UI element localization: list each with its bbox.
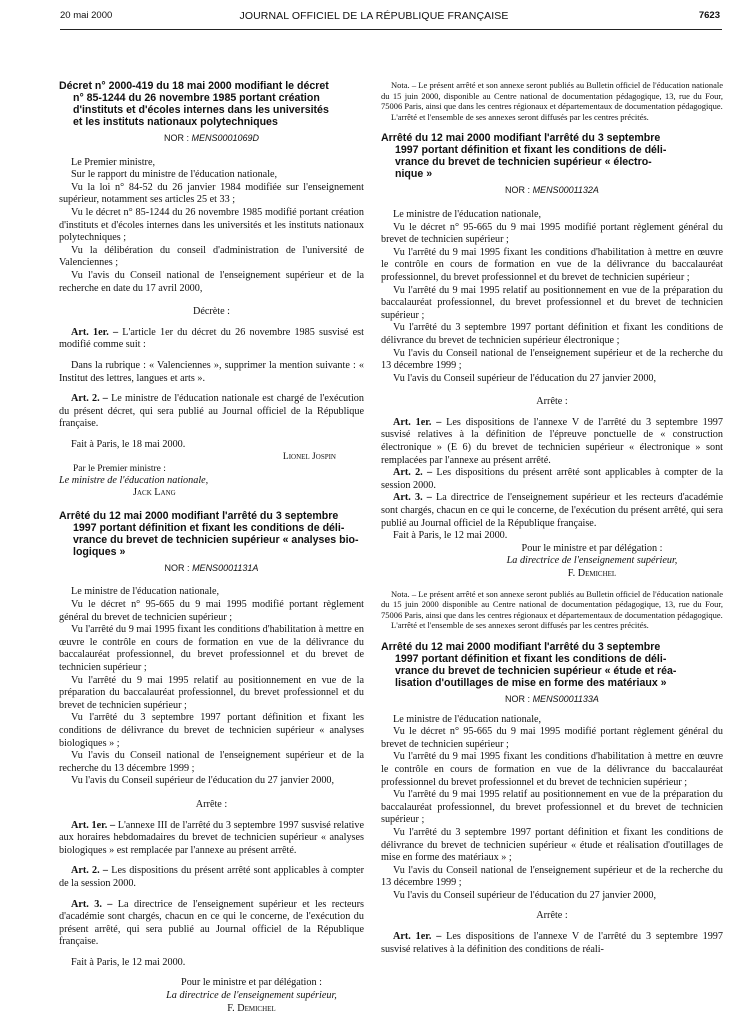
paragraph: Vu le décret n° 95-665 du 9 mai 1995 modifié portant règlement général du brevet de technicien supérieur ; (381, 726, 723, 750)
article-label: Art. 1er. – (71, 819, 116, 831)
page-number: 7623 (698, 10, 720, 21)
fait-a-paris: Fait à Paris, le 12 mai 2000. (393, 530, 508, 542)
article-text: Le ministre de l'éducation nationale est chargé de l'exécution du présent décret, qui sera publié au Journal officiel de la République française. (59, 393, 364, 430)
arrete-title-line: vrance du brevet de technicien supérieur « électro- (395, 156, 652, 169)
fait-a-paris: Fait à Paris, le 12 mai 2000. (71, 956, 186, 968)
arrete-title-line: Arrêté du 12 mai 2000 modifiant l'arrêté du 3 septembre (381, 132, 661, 145)
paragraph: Vu l'arrêté du 9 mai 1995 fixant les conditions d'habilitation à mettre en œuvre le contrôle en cours de formation en vue de la délivrance du baccalauréat professionnel, du brevet professionnel et du brevet de technicien supérieur ; (59, 624, 364, 673)
arrete-title-line: Arrêté du 12 mai 2000 modifiant l'arrêté du 3 septembre (381, 640, 661, 653)
decret-title-line: d'instituts et d'écoles internes dans les universités (73, 104, 329, 116)
nota-text: L'arrêté et l'ensemble de ses annexes seront diffusés par les centres précités. (391, 111, 649, 122)
nor-code: MENS0001132A (532, 185, 599, 196)
paragraph: Vu le décret n° 85-1244 du 26 novembre 1985 modifié portant création d'instituts et d'écoles internes dans les universités et les instituts nationaux polytechniques ; (59, 206, 364, 244)
paragraph: Le ministre de l'éducation nationale, (71, 586, 220, 598)
nor-code: MENS0001069D (191, 133, 260, 143)
directrice-name: F. Demichel (227, 1002, 276, 1014)
paragraph: Vu l'arrêté du 9 mai 1995 relatif au positionnement en vue de la préparation du baccalauréat professionnel, du brevet professionnel et du brevet de technicien supérieur ; (59, 674, 364, 711)
arrete-nor (381, 693, 723, 706)
article-text: L'annexe III de l'arrêté du 3 septembre 1997 susvisé relative aux horaires hebdomadaires du brevet de technicien supérieur « analyses biologiques » est remplacée par l'annexe au présent arrêté. (59, 819, 364, 856)
paragraph: Vu l'arrêté du 3 septembre 1997 portant définition et fixant les conditions de délivrance du brevet de technicien supérieur électronique ; (381, 322, 723, 346)
article (381, 417, 723, 467)
article-label: Art. 1er. – (393, 416, 442, 428)
nota-text: Nota. – Le présent arrêté et son annexe seront publiés au Bulletin officiel de l'éducation nationale du 15 juin 2000, disponible au Centre national de documentation pédagogique, 13, rue du Four, 75006 Paris, ainsi que dans les centres régionaux et départementaux de documentation pédagogique. (381, 80, 723, 112)
nor-label: NOR : (163, 133, 192, 143)
article-text: La directrice de l'enseignement supérieur et les recteurs d'académie sont chargés, chacun en ce qui le concerne, de l'exécution du présent arrêté, qui sera publié au Journal officiel de la République française. (59, 898, 364, 948)
fait-a-paris: Fait à Paris, le 18 mai 2000. (71, 438, 186, 450)
paragraph: Vu l'arrêté du 9 mai 1995 fixant les conditions d'habilitation à mettre en œuvre le contrôle en cours de formation en vue de la délivrance du baccalauréat professionnel du brevet professionnel et du brevet de technicien supérieur ; (381, 751, 723, 788)
ministre-name: Jack Lang (133, 487, 176, 499)
paragraph: Vu l'avis du Conseil national de l'enseignement supérieur et de la recherche du 13 décembre 1999 ; (381, 347, 723, 372)
decret-title-line: et les instituts nationaux polytechniques (73, 116, 278, 128)
article (381, 467, 723, 492)
paragraph: Vu l'avis du Conseil supérieur de l'éducation du 27 janvier 2000, (393, 372, 657, 384)
decret-title (59, 80, 364, 128)
paragraph: Vu l'arrêté du 3 septembre 1997 portant définition et fixant les conditions de délivrance du brevet de technicien supérieur « analyses biologiques » ; (59, 712, 364, 749)
article-label: Art. 1er. – (71, 326, 119, 338)
arrete-nor (381, 184, 723, 197)
pour-le-ministre: Pour le ministre et par délégation : (181, 977, 322, 989)
article-text: L'article 1er du décret du 26 novembre 1985 susvisé est modifié comme suit : (59, 326, 364, 351)
article-text: Les dispositions de l'annexe V de l'arrêté du 3 septembre 1997 susvisé relatives à la définition de l'épreuve ponctuelle de « construction électronique » (E 6) du brevet de technicien supérieur « électronique » sont remplacées par l'annexe au présent arrêté. (381, 416, 723, 466)
nor-label: NOR : (505, 185, 533, 196)
article-label: Art. 2. – (71, 393, 108, 405)
left-column (59, 80, 364, 1015)
paragraph: Vu l'avis du Conseil national de l'enseignement supérieur et de la recherche du 13 décembre 1999 ; (59, 750, 364, 774)
paragraph: Dans la rubrique : « Valenciennes », supprimer la mention suivante : « Institut des lettres, langues et arts ». (59, 359, 364, 384)
article-label: Art. 2. – (393, 467, 433, 479)
article-label: Art. 1er. – (393, 931, 442, 943)
page-header (0, 10, 748, 30)
paragraph: Vu l'arrêté du 9 mai 1995 relatif au positionnement en vue de la préparation du baccalauréat professionnel, du brevet professionnel et du brevet de technicien supérieur ; (381, 789, 723, 826)
nor-code: MENS0001133A (532, 693, 599, 704)
nota-text: Nota. – Le présent arrêté et son annexe seront publiés au Bulletin officiel de l'éducation nationale du 15 juin 2000 disponible au Centre national de documentation pédagogique, 13, rue du Four, 75006 Paris, ainsi que dans les centres régionaux et départementaux de documentation pédagogique. (381, 588, 723, 620)
signatory: Lionel Jospin (282, 452, 336, 463)
arrete-title (381, 641, 723, 689)
nota-block (381, 80, 723, 122)
article (59, 393, 364, 431)
pour-le-ministre: Pour le ministre et par délégation : (521, 542, 663, 554)
arrete-title-line: nique » (395, 168, 433, 181)
paragraph: Vu l'arrêté du 9 mai 1995 relatif au positionnement en vue de la préparation du baccalauréat professionnel, du brevet professionnel et du brevet de technicien supérieur ; (381, 284, 723, 321)
article (59, 327, 364, 352)
arrete-heading: Arrête : (195, 798, 228, 810)
article-label: Art. 3. – (393, 492, 432, 504)
directrice-name: F. Demichel (567, 568, 617, 579)
arrete-heading: Arrête : (536, 910, 568, 922)
journal-title: JOURNAL OFFICIEL DE LA RÉPUBLIQUE FRANÇAISE (239, 10, 509, 22)
arrete-title-line: 1997 portant définition et fixant les conditions de déli- (395, 652, 667, 665)
arrete-title-line: 1997 portant définition et fixant les conditions de déli- (73, 521, 345, 534)
paragraph: Vu le décret n° 95-665 du 9 mai 1995 modifié portant règlement général du brevet de technicien supérieur ; (59, 599, 364, 623)
arrete-title-line: logiques » (73, 545, 126, 558)
arrete-title (59, 510, 364, 558)
paragraph: Vu la délibération du conseil d'administration de l'université de Valenciennes ; (59, 244, 364, 269)
directrice-title: La directrice de l'enseignement supérieur, (506, 555, 678, 567)
directrice-title: La directrice de l'enseignement supérieur, (166, 990, 337, 1002)
paragraph: Vu l'avis du Conseil supérieur de l'éducation du 27 janvier 2000, (393, 889, 657, 901)
nota-text: L'arrêté et l'ensemble de ses annexes seront diffusés par les centres précités. (391, 620, 649, 631)
article-label: Art. 2. – (71, 865, 109, 877)
arrete-title-line: lisation d'outillages de mise en forme des matériaux » (395, 676, 667, 689)
header-date: 20 mai 2000 (60, 10, 113, 21)
article (381, 492, 723, 530)
paragraph: Le ministre de l'éducation nationale, (393, 208, 542, 220)
paragraph: Vu l'avis du Conseil national de l'enseignement supérieur et de la recherche en date du 17 avril 2000, (59, 269, 364, 294)
arrete-title (381, 132, 723, 180)
paragraph: Vu l'arrêté du 3 septembre 1997 portant définition et fixant les conditions de délivrance du brevet de technicien supérieur « étude et réalisation d'outillages de mise en forme des matériaux » ; (381, 826, 723, 864)
nor-label: NOR : (164, 562, 193, 573)
decret-title-line: n° 85-1244 du 26 novembre 1985 portant création (73, 92, 320, 104)
ministre-title: Le ministre de l'éducation nationale, (59, 474, 209, 486)
paragraph: Sur le rapport du ministre de l'éducation nationale, (71, 169, 278, 181)
arrete-title-line: Arrêté du 12 mai 2000 modifiant l'arrêté du 3 septembre (59, 509, 339, 522)
paragraph: Vu l'avis du Conseil supérieur de l'éducation du 27 janvier 2000, (71, 775, 335, 787)
arrete-nor (59, 562, 364, 575)
nor-label: NOR : (505, 693, 533, 704)
article-text: La directrice de l'enseignement supérieur et les recteurs d'académie sont chargés, chacun en ce qui le concerne, de l'exécution du présent arrêté, qui sera publié au Journal officiel de la République française. (381, 492, 723, 529)
article (381, 931, 723, 956)
paragraph: Vu le décret n° 95-665 du 9 mai 1995 modifié portant règlement général du brevet de technicien supérieur ; (381, 221, 723, 246)
paragraph: Vu l'arrêté du 9 mai 1995 fixant les conditions d'habilitation à mettre en œuvre le contrôle en cours de formation en vue de la délivrance du baccalauréat professionnel, du brevet professionnel et du brevet de technicien supérieur ; (381, 246, 723, 283)
article-text: Les dispositions du présent arrêté sont applicables à compter de la session 2000. (381, 467, 723, 491)
arrete-heading: Arrête : (536, 396, 568, 408)
paragraph: Le ministre de l'éducation nationale, (393, 713, 542, 725)
decret-nor (59, 132, 364, 145)
arrete-title-line: vrance du brevet de technicien supérieur « analyses bio- (73, 533, 359, 546)
decrete-heading: Décrète : (192, 306, 231, 318)
article (59, 899, 364, 949)
decret-title-line: Décret n° 2000-419 du 18 mai 2000 modifiant le décret (59, 80, 329, 92)
nor-code: MENS0001131A (192, 562, 259, 573)
nota-block (381, 589, 723, 631)
article-text: Les dispositions de l'annexe V de l'arrêté du 3 septembre 1997 susvisé relatives à la définition des conditions de réali- (381, 931, 723, 955)
article (59, 820, 364, 858)
header-rule (60, 29, 722, 30)
par-le-premier-ministre: Par le Premier ministre : (73, 464, 166, 475)
article (59, 865, 364, 890)
article-label: Art. 3. – (71, 898, 113, 910)
arrete-title-line: 1997 portant définition et fixant les conditions de déli- (395, 144, 667, 157)
paragraph: Vu l'avis du Conseil national de l'enseignement supérieur et de la recherche du 13 décembre 1999 ; (381, 864, 723, 889)
right-column (381, 80, 723, 956)
arrete-title-line: vrance du brevet de technicien supérieur « étude et réa- (395, 664, 677, 677)
paragraph: Vu la loi n° 84-52 du 26 janvier 1984 modifiée sur l'enseignement supérieur, notamment ses articles 25 et 33 ; (59, 181, 364, 206)
article-text: Les dispositions du présent arrêté sont applicables à compter de la session 2000. (59, 865, 364, 889)
paragraph: Le Premier ministre, (71, 156, 156, 168)
